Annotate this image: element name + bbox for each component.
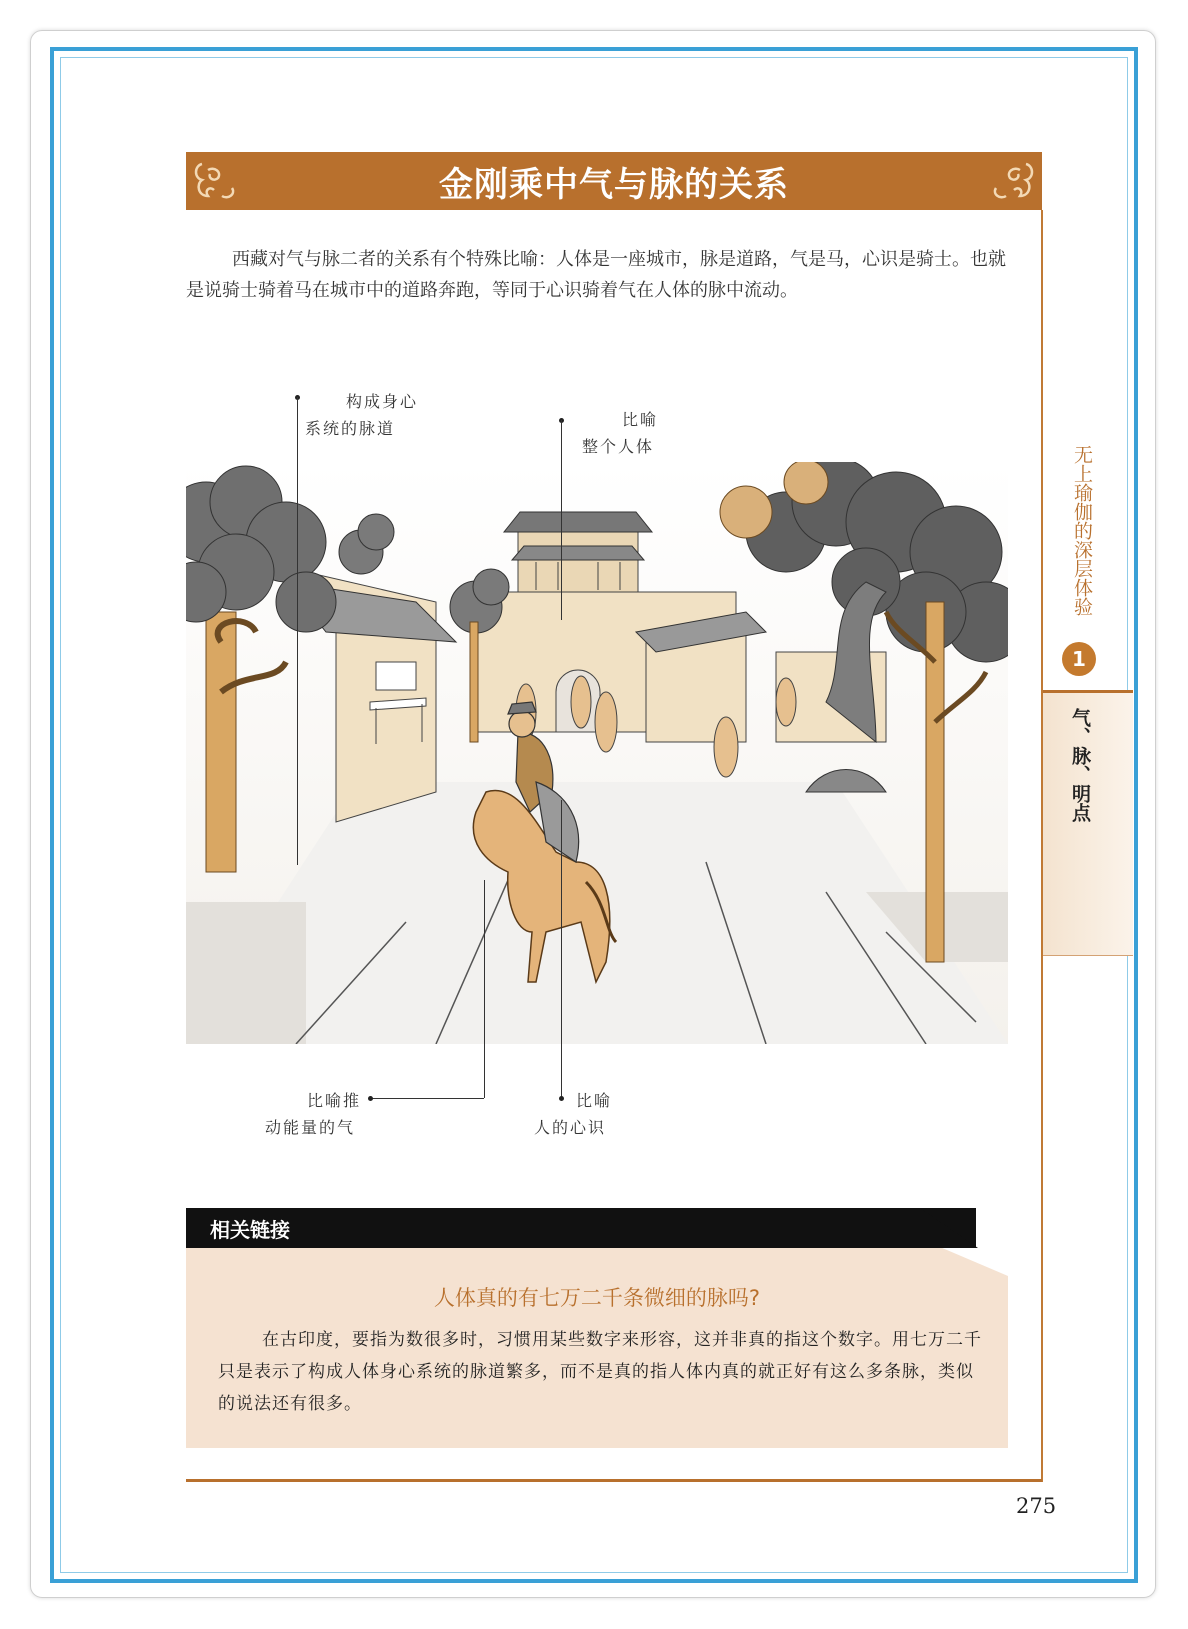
- related-link-question: 人体真的有七万二千条微细的脉吗?: [433, 1286, 761, 1310]
- connector-line: [561, 420, 562, 620]
- annotation-body-line1: 比喻: [622, 410, 659, 429]
- annotation-dot: [559, 1096, 564, 1101]
- connector-line: [561, 800, 562, 1098]
- annotation-channels-line2: 系统的脉道: [305, 419, 396, 438]
- annotation-energy-line2: 动能量的气: [265, 1118, 356, 1137]
- page-number: 275: [1016, 1494, 1057, 1518]
- cloud-ornament-icon: [192, 156, 242, 206]
- book-section-title: 无上瑜伽的深层体验: [1071, 445, 1093, 616]
- related-link-text: 在古印度，要指为数很多时，习惯用某些数字来形容，这并非真的指这个数字。用七万二千只是表示了构成人体身心系统的脉道繁多，而不是真的指人体内真的就正好有这么多条脉，类似的说法还有很多。: [218, 1330, 982, 1414]
- annotation-energy-line1: 比喻推: [307, 1091, 362, 1110]
- chapter-number-badge: 1: [1062, 642, 1096, 676]
- related-link-header-bar: [186, 1208, 976, 1248]
- related-link-heading: 相关链接: [210, 1218, 290, 1242]
- annotation-channels-line1: 构成身心: [346, 392, 419, 411]
- connector-line: [370, 1098, 484, 1099]
- annotation-mind-line1: 比喻: [576, 1091, 613, 1110]
- related-link-header-corner: [920, 1208, 978, 1248]
- bottom-rule: [186, 1479, 1042, 1482]
- connector-line: [484, 880, 485, 1098]
- page-title: 金刚乘中气与脉的关系: [439, 164, 789, 205]
- city-street-illustration: [186, 462, 1008, 1044]
- intro-paragraph: 西藏对气与脉二者的关系有个特殊比喻：人体是一座城市，脉是道路，气是马，心识是骑士。也就是说骑士骑着马在城市中的道路奔跑，等同于心识骑着气在人体的脉中流动。: [186, 249, 1006, 301]
- connector-line: [297, 397, 298, 865]
- cloud-ornament-icon: [986, 156, 1036, 206]
- annotation-mind-line2: 人的心识: [534, 1118, 607, 1137]
- title-banner: [186, 152, 1042, 210]
- side-tab-label: 气、脉、明点: [1069, 708, 1091, 822]
- annotation-body-line2: 整个人体: [582, 437, 655, 456]
- annotation-dot: [368, 1096, 373, 1101]
